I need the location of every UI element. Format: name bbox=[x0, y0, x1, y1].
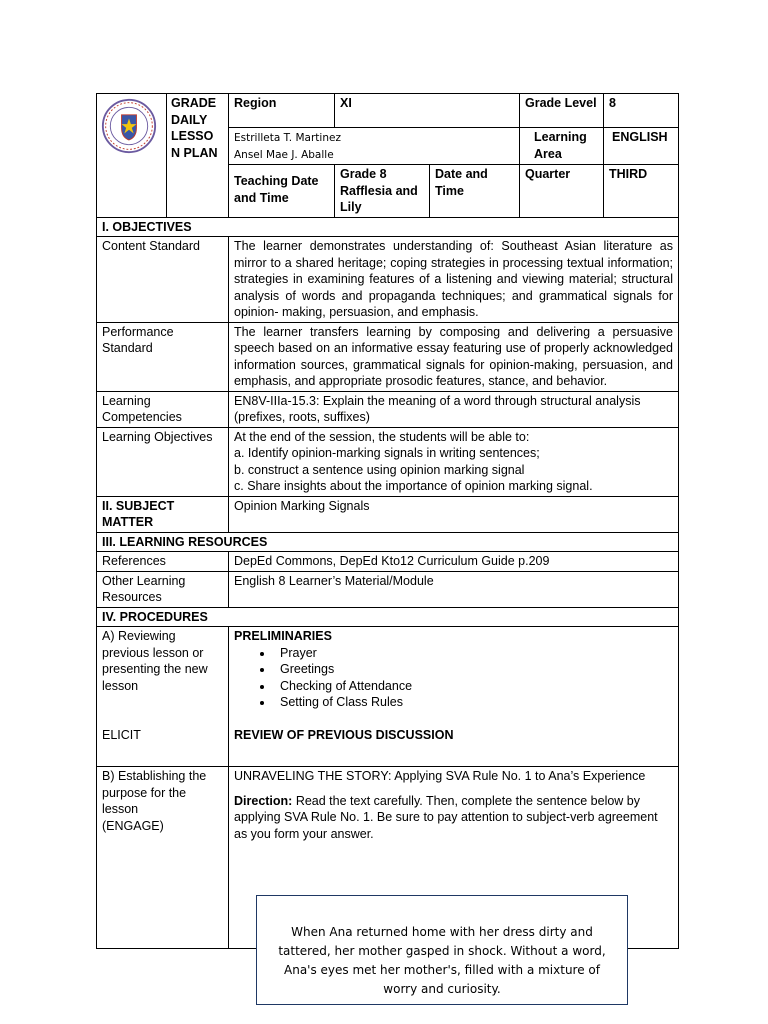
objective-line: a. Identify opinion-marking signals in writing sentences; bbox=[234, 446, 540, 460]
preliminaries-list bbox=[234, 645, 673, 711]
story-text: When Ana returned home with her dress dirty and tattered, her mother gasped in shock. Without a word, Ana's eyes met her mother's, filled with a mixture of worry and curiosity. bbox=[278, 925, 606, 996]
learning-objectives-cell bbox=[229, 427, 679, 496]
list-item: • Greetings bbox=[274, 661, 673, 678]
procedure-a-label: A) Reviewing previous lesson or presenting the new lesson bbox=[102, 629, 208, 693]
teacher-name: Ansel Mae J. Aballe bbox=[234, 148, 334, 161]
quarter-label: Quarter bbox=[520, 165, 604, 218]
resources-heading: III. LEARNING RESOURCES bbox=[97, 532, 679, 552]
region-label: Region bbox=[229, 94, 335, 128]
deped-seal-icon bbox=[101, 98, 157, 154]
list-item: • Checking of Attendance bbox=[274, 678, 673, 695]
lesson-plan-document bbox=[96, 93, 678, 949]
list-item: • Setting of Class Rules bbox=[274, 694, 673, 711]
objectives-heading: I. OBJECTIVES bbox=[97, 217, 679, 237]
learning-objectives-label: Learning Objectives bbox=[97, 427, 229, 496]
objective-line: c. Share insights about the importance of opinion marking signal. bbox=[234, 479, 593, 493]
learning-area-label: Learning Area bbox=[520, 128, 604, 165]
section-value: Grade 8 Rafflesia and Lily bbox=[335, 165, 430, 218]
seal-cell bbox=[97, 94, 167, 218]
procedure-b-label-cell bbox=[97, 767, 229, 949]
competencies-text: EN8V-IIIa-15.3: Explain the meaning of a word through structural analysis (prefixes, roots, suffixes) bbox=[229, 391, 679, 427]
objective-line: b. construct a sentence using opinion marking signal bbox=[234, 462, 525, 477]
teachers-cell bbox=[229, 128, 520, 165]
review-title: REVIEW OF PREVIOUS DISCUSSION bbox=[234, 727, 454, 742]
list-item: • Prayer bbox=[274, 645, 673, 662]
objective-line: At the end of the session, the students will be able to: bbox=[234, 429, 530, 444]
references-label: References bbox=[97, 552, 229, 572]
other-resources-value: English 8 Learner’s Material/Module bbox=[229, 571, 679, 607]
preliminaries-title: PRELIMINARIES bbox=[234, 629, 332, 643]
references-value: DepEd Commons, DepEd Kto12 Curriculum Guide p.209 bbox=[229, 552, 679, 572]
direction-paragraph bbox=[234, 793, 673, 843]
subject-matter-value: Opinion Marking Signals bbox=[229, 496, 679, 532]
procedures-heading: IV. PROCEDURES bbox=[97, 607, 679, 627]
performance-standard-text: The learner transfers learning by composing and delivering a persuasive speech based on an informative essay featuring use of properly acknowledged information sources, grammatical signals for opinion-making, persuasion, and emphasis, and appropriate prosodic features, stance, and behavior. bbox=[229, 322, 679, 391]
dlp-title: GRADE DAILY LESSO N PLAN bbox=[167, 94, 229, 218]
story-text-box bbox=[256, 895, 628, 1005]
content-standard-label: Content Standard bbox=[97, 237, 229, 323]
lesson-plan-table bbox=[96, 93, 679, 949]
direction-label: Direction: bbox=[234, 793, 293, 808]
teaching-date-label: Teaching Date and Time bbox=[229, 165, 335, 218]
performance-standard-label: Performance Standard bbox=[97, 322, 229, 391]
procedure-a-content bbox=[229, 627, 679, 767]
date-time-label: Date and Time bbox=[430, 165, 520, 218]
learning-area-value: ENGLISH bbox=[604, 128, 679, 165]
region-value: XI bbox=[335, 94, 520, 128]
procedure-b-label: B) Establishing the purpose for the lesson bbox=[102, 769, 207, 816]
engage-label: (ENGAGE) bbox=[102, 818, 164, 833]
grade-level-value: 8 bbox=[604, 94, 679, 128]
subject-matter-label: II. SUBJECT MATTER bbox=[97, 496, 229, 532]
grade-level-label: Grade Level bbox=[520, 94, 604, 128]
direction-text: Read the text carefully. Then, complete the sentence below by applying SVA Rule No. 1. Be sure to pay attention to subject-verb agreement as you form your answer. bbox=[234, 793, 658, 841]
teacher-name: Estrilleta T. Martinez bbox=[234, 132, 341, 144]
competencies-label: Learning Competencies bbox=[97, 391, 229, 427]
other-resources-label: Other Learning Resources bbox=[97, 571, 229, 607]
quarter-value: THIRD bbox=[604, 165, 679, 218]
procedure-b-title: UNRAVELING THE STORY: Applying SVA Rule No. 1 to Ana’s Experience bbox=[234, 769, 646, 783]
procedure-a-label-cell bbox=[97, 627, 229, 767]
elicit-label: ELICIT bbox=[102, 728, 141, 742]
content-standard-text: The learner demonstrates understanding of: Southeast Asian literature as mirror to a shared heritage; coping strategies in processing textual information; strategies in examining features of a listening and viewing material; structural analysis of words and propaganda techniques; and grammatical signals for opinion- making, persuasion, and emphasis. bbox=[229, 237, 679, 323]
